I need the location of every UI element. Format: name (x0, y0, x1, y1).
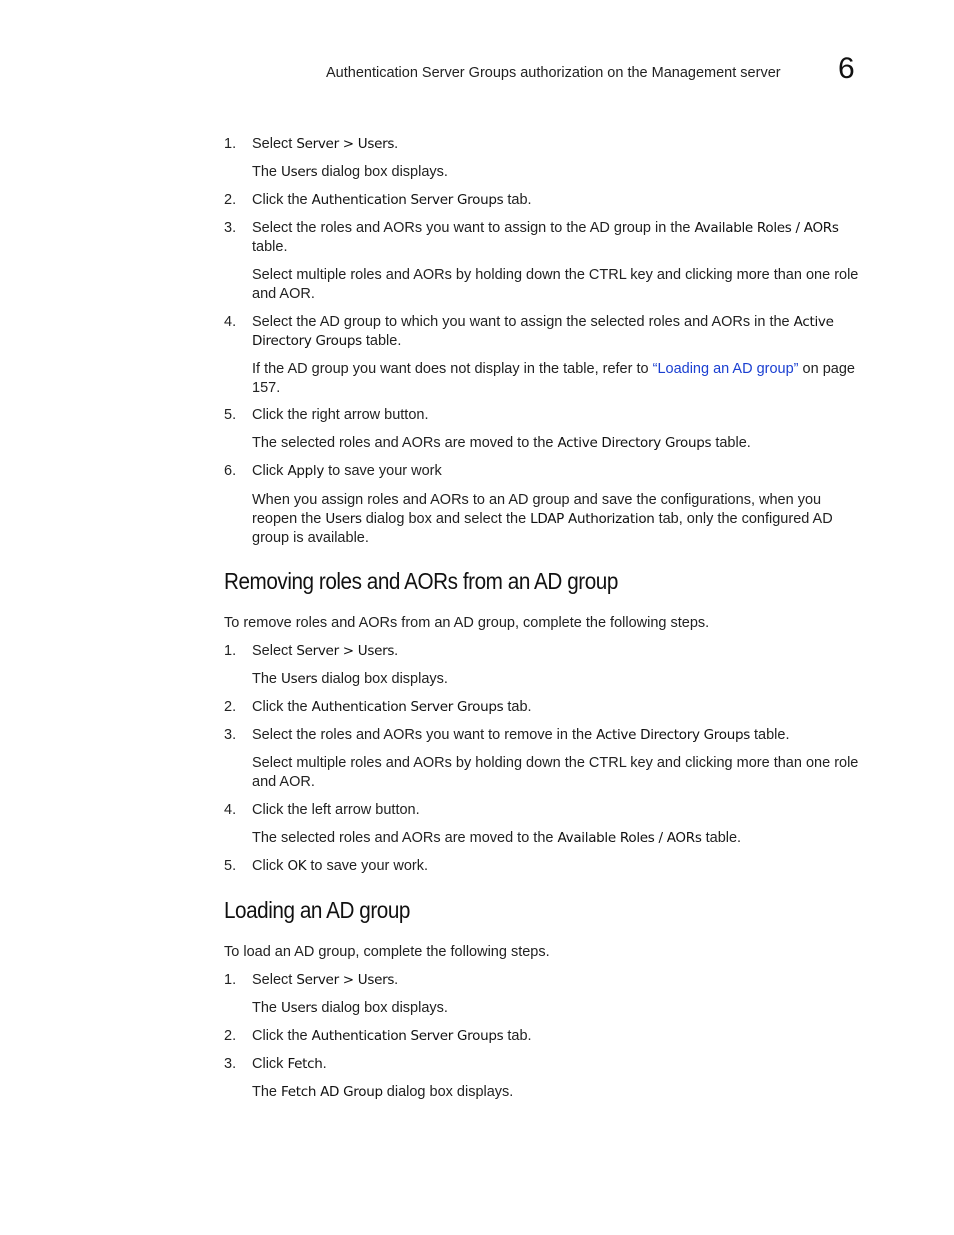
ui-label: Fetch AD Group (281, 1084, 383, 1100)
ui-label: Available Roles / AORs (557, 830, 702, 846)
ui-label: Authentication Server Groups (311, 699, 504, 715)
chapter-number: 6 (838, 52, 855, 85)
running-title: Authentication Server Groups authorization on the Management server (326, 65, 781, 81)
ui-label: Users (281, 164, 318, 180)
ui-label: Server > Users (296, 136, 395, 152)
ui-label: Active Directory Groups (557, 435, 712, 451)
cross-reference-link[interactable]: “Loading an AD group” (652, 361, 799, 377)
ui-label: Server > Users (296, 643, 395, 659)
ui-label: Available Roles / AORs (694, 220, 839, 236)
ui-label: OK (287, 858, 307, 874)
ui-label: LDAP Authorization (530, 511, 655, 527)
ui-label: Users (281, 671, 318, 687)
section-heading-removing: Removing roles and AORs from an AD group (224, 568, 618, 594)
ui-label: Active Directory Groups (252, 314, 834, 349)
ui-label: Server > Users (296, 972, 395, 988)
ui-label: Users (281, 1000, 318, 1016)
section-intro: To remove roles and AORs from an AD group, complete the following steps. (224, 615, 710, 631)
section-intro: To load an AD group, complete the following steps. (224, 944, 550, 960)
ui-label: Authentication Server Groups (311, 1028, 504, 1044)
section-heading-loading: Loading an AD group (224, 897, 410, 923)
ui-label: Apply (287, 463, 325, 479)
ui-label: Active Directory Groups (596, 727, 750, 743)
ui-label: Users (325, 511, 362, 527)
ui-label: Authentication Server Groups (311, 192, 504, 208)
ui-label: Fetch (287, 1056, 323, 1072)
